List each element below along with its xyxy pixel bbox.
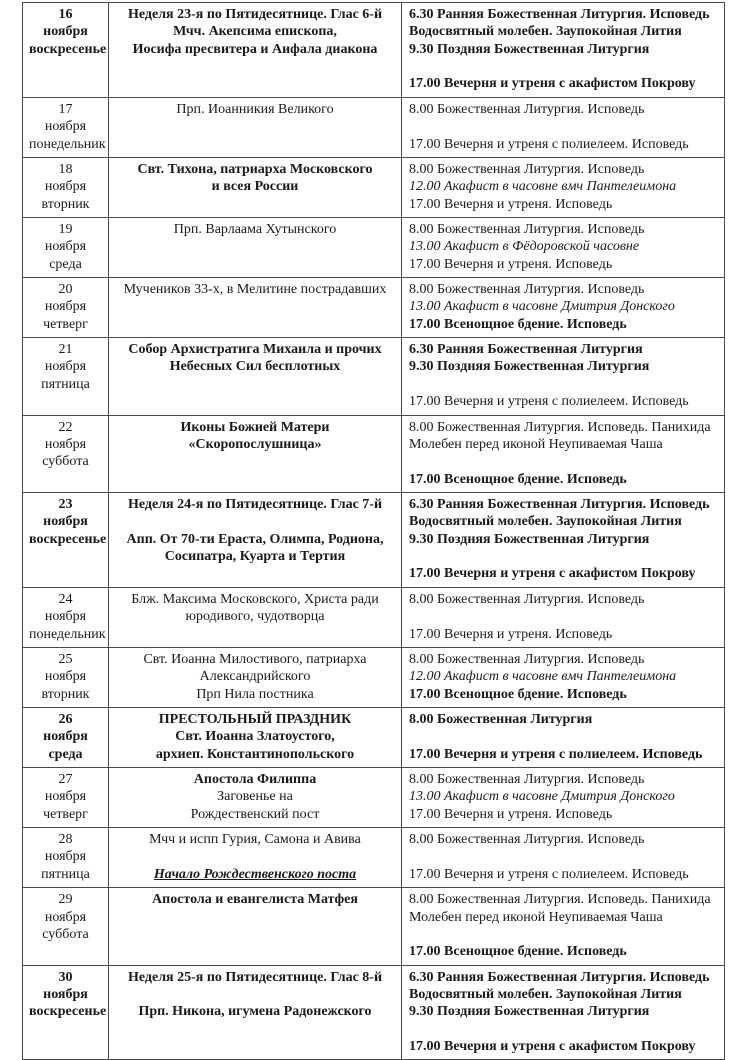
table-row: [23, 157, 725, 217]
date-month: ноября: [44, 909, 87, 925]
service-line: 17.00 Вечерня и утреня с полиелеем. Исповедь: [409, 136, 689, 152]
service-line: 12.00 Акафист в часовне вмч Пантелеимона: [409, 669, 677, 685]
feast-line: юродивого, чудотворца: [185, 609, 325, 625]
table-row: [23, 707, 725, 767]
service-line: 9.30 Поздняя Божественная Литургия: [409, 1004, 650, 1020]
date-weekday: вторник: [41, 196, 90, 212]
date-cell: [23, 97, 109, 157]
service-line: 8.00 Божественная Литургия. Исповедь: [409, 161, 645, 177]
date-cell: [23, 965, 109, 1060]
service-line: 6.30 Ранняя Божественная Литургия. Исповедь: [409, 496, 710, 512]
feast-line: архиеп. Константинопольского: [155, 746, 355, 762]
date-month: ноября: [43, 986, 88, 1002]
date-weekday: воскресенье: [29, 1004, 107, 1020]
services-cell: [402, 492, 725, 587]
date-day: 27: [58, 772, 73, 788]
feast-line: [115, 848, 395, 865]
date-cell: [23, 888, 109, 965]
services-cell: [402, 707, 725, 767]
service-line: 17.00 Всенощное бдение. Исповедь: [409, 471, 627, 487]
date-weekday: вторник: [41, 686, 90, 702]
date-month: ноября: [44, 299, 87, 315]
feast-line: «Скоропослушница»: [188, 436, 322, 452]
service-line: [409, 58, 718, 75]
service-line: 17.00 Всенощное бдение. Исповедь: [409, 686, 627, 702]
date-weekday: суббота: [42, 454, 89, 470]
service-line: 8.00 Божественная Литургия: [409, 711, 593, 727]
date-day: 26: [58, 711, 73, 727]
service-line: 8.00 Божественная Литургия. Исповедь: [409, 221, 645, 237]
table-row: [23, 278, 725, 338]
feast-line: Сосипатра, Куарта и Тертия: [164, 549, 346, 565]
table-row: [23, 217, 725, 277]
date-day: 21: [58, 342, 73, 358]
date-day: 22: [58, 419, 73, 435]
services-cell: [402, 157, 725, 217]
date-weekday: пятница: [41, 376, 90, 392]
date-weekday: пятница: [41, 866, 90, 882]
date-day: 18: [58, 161, 73, 177]
date-month: ноября: [44, 359, 87, 375]
schedule-body: [23, 3, 725, 1060]
feast-cell: [109, 338, 402, 415]
date-day: 30: [58, 969, 73, 985]
service-line: [409, 118, 718, 135]
services-cell: [402, 888, 725, 965]
date-weekday: четверг: [43, 316, 88, 332]
service-line: 12.00 Акафист в часовне вмч Пантелеимона: [409, 179, 677, 195]
feast-line: Иосифа пресвитера и Аифала диакона: [132, 41, 378, 57]
service-line: 8.00 Божественная Литургия. Исповедь: [409, 772, 645, 788]
feast-line: Неделя 23-я по Пятидесятнице. Глас 6-й: [127, 7, 383, 22]
date-day: 29: [58, 892, 73, 908]
table-row: [23, 888, 725, 965]
feast-cell: [109, 3, 402, 98]
feast-line: и всея России: [211, 179, 299, 195]
date-cell: [23, 768, 109, 828]
feast-line: Мчч. Акепсима епископа,: [173, 24, 337, 40]
service-line: 17.00 Всенощное бдение. Исповедь: [409, 944, 627, 960]
service-line: [409, 608, 718, 625]
service-line: 9.30 Поздняя Божественная Литургия: [409, 531, 650, 547]
feast-cell: [109, 492, 402, 587]
feast-cell: [109, 157, 402, 217]
date-day: 28: [58, 832, 73, 848]
service-line: 17.00 Вечерня и утреня с акафистом Покрову: [409, 566, 696, 582]
feast-line: Рождественский пост: [190, 806, 320, 822]
service-line: 13.00 Акафист в часовне Дмитрия Донского: [409, 299, 675, 315]
feast-line: Апостола и евангелиста Матфея: [152, 892, 358, 908]
service-line: 13.00 Акафист в Фёдоровской часовне: [409, 239, 640, 255]
feast-line: Прп Нила постника: [196, 686, 314, 702]
feast-cell: [109, 587, 402, 647]
date-cell: [23, 3, 109, 98]
services-cell: [402, 217, 725, 277]
feast-line: Александрийского: [199, 669, 311, 685]
date-day: 23: [58, 496, 73, 512]
date-weekday: среда: [48, 746, 83, 762]
date-weekday: четверг: [43, 806, 88, 822]
date-day: 16: [58, 7, 73, 22]
service-line: [409, 728, 718, 745]
table-row: [23, 647, 725, 707]
service-line: 9.30 Поздняя Божественная Литургия: [409, 359, 650, 375]
service-line: 17.00 Вечерня и утреня. Исповедь: [409, 196, 613, 212]
date-month: ноября: [43, 24, 88, 40]
date-month: ноября: [44, 669, 87, 685]
services-cell: [402, 3, 725, 98]
services-cell: [402, 768, 725, 828]
service-line: 8.00 Божественная Литургия. Исповедь. Панихида: [409, 892, 711, 908]
date-month: ноября: [44, 849, 87, 865]
feast-line: Апостола Филиппа: [193, 772, 317, 788]
date-weekday: среда: [49, 256, 82, 272]
feast-line: Прп. Никона, игумена Радонежского: [138, 1004, 372, 1020]
service-line: 6.30 Ранняя Божественная Литургия: [409, 342, 643, 358]
service-line: 17.00 Вечерня и утреня с полиелеем. Исповедь: [409, 746, 703, 762]
service-line: 17.00 Вечерня и утреня с полиелеем. Исповедь: [409, 394, 689, 410]
feast-line: Мчч и испп Гурия, Самона и Авива: [149, 832, 361, 848]
services-cell: [402, 965, 725, 1060]
service-line: 8.00 Божественная Литургия. Исповедь: [409, 832, 645, 848]
service-line: 17.00 Всенощное бдение. Исповедь: [409, 316, 627, 332]
services-cell: [402, 338, 725, 415]
feast-line: Мучеников 33-х, в Мелитине пострадавших: [123, 282, 387, 298]
service-line: 17.00 Вечерня и утреня с акафистом Покрову: [409, 76, 696, 92]
date-day: 19: [58, 221, 73, 237]
services-cell: [402, 587, 725, 647]
feast-line: Свт. Тихона, патриарха Московского: [137, 161, 373, 177]
date-month: ноября: [44, 239, 87, 255]
feast-line: [115, 513, 395, 530]
date-weekday: воскресенье: [29, 41, 107, 57]
service-line: Водосвятный молебен. Заупокойная Лития: [409, 24, 682, 40]
table-row: [23, 768, 725, 828]
service-line: [409, 926, 718, 943]
service-line: Водосвятный молебен. Заупокойная Лития: [409, 514, 682, 530]
feast-cell: [109, 415, 402, 492]
feast-line: Небесных Сил бесплотных: [169, 359, 341, 375]
date-weekday: суббота: [42, 926, 89, 942]
date-cell: [23, 492, 109, 587]
service-line: Молебен перед иконой Неупиваемая Чаша: [409, 909, 663, 925]
table-row: [23, 338, 725, 415]
date-cell: [23, 157, 109, 217]
date-day: 20: [58, 282, 73, 298]
feast-line: Свт. Иоанна Милостивого, патриарха: [143, 651, 367, 667]
feast-line: Неделя 25-я по Пятидесятнице. Глас 8-й: [127, 969, 383, 985]
service-line: Водосвятный молебен. Заупокойная Лития: [409, 986, 682, 1002]
date-cell: [23, 217, 109, 277]
date-day: 17: [58, 101, 73, 117]
service-line: 8.00 Божественная Литургия. Исповедь: [409, 651, 645, 667]
feast-cell: [109, 217, 402, 277]
feast-cell: [109, 828, 402, 888]
service-line: [409, 376, 718, 393]
date-month: ноября: [43, 514, 88, 530]
services-cell: [402, 415, 725, 492]
feast-line: Блж. Максима Московского, Христа ради: [131, 591, 379, 607]
table-row: [23, 828, 725, 888]
feast-cell: [109, 707, 402, 767]
services-cell: [402, 828, 725, 888]
feast-line: Собор Архистратига Михаила и прочих: [128, 342, 382, 358]
service-line: 17.00 Вечерня и утреня с акафистом Покрову: [409, 1039, 696, 1055]
feast-cell: [109, 278, 402, 338]
date-weekday: воскресенье: [29, 531, 107, 547]
feast-cell: [109, 965, 402, 1060]
service-line: Молебен перед иконой Неупиваемая Чаша: [409, 436, 663, 452]
date-day: 24: [58, 591, 73, 607]
service-line: 6.30 Ранняя Божественная Литургия. Исповедь: [409, 969, 710, 985]
date-month: ноября: [44, 789, 87, 805]
table-row: [23, 492, 725, 587]
service-line: 17.00 Вечерня и утреня. Исповедь: [409, 806, 613, 822]
services-cell: [402, 97, 725, 157]
service-line: [409, 548, 718, 565]
feast-cell: [109, 888, 402, 965]
date-month: ноября: [44, 609, 87, 625]
table-row: [23, 415, 725, 492]
table-row: [23, 3, 725, 98]
date-weekday: понедельник: [29, 626, 106, 642]
table-row: [23, 965, 725, 1060]
date-cell: [23, 587, 109, 647]
feast-line: ПРЕСТОЛЬНЫЙ ПРАЗДНИК: [158, 711, 352, 727]
date-month: ноября: [44, 119, 87, 135]
feast-line: [115, 986, 395, 1003]
feast-cell: [109, 97, 402, 157]
date-month: ноября: [44, 436, 87, 452]
date-cell: [23, 707, 109, 767]
services-cell: [402, 278, 725, 338]
date-cell: [23, 828, 109, 888]
service-line: 17.00 Вечерня и утреня. Исповедь: [409, 626, 613, 642]
feast-line: Иконы Божией Матери: [180, 419, 330, 435]
date-cell: [23, 338, 109, 415]
service-line: 9.30 Поздняя Божественная Литургия: [409, 41, 650, 57]
service-line: 8.00 Божественная Литургия. Исповедь. Панихида: [409, 419, 711, 435]
service-line: 8.00 Божественная Литургия. Исповедь: [409, 282, 645, 298]
service-line: 17.00 Вечерня и утреня. Исповедь: [409, 256, 613, 272]
feast-line: Прп. Иоанникия Великого: [176, 101, 334, 117]
table-row: [23, 587, 725, 647]
feast-line: Заговенье на: [217, 789, 293, 805]
service-line: [409, 453, 718, 470]
service-line: 13.00 Акафист в часовне Дмитрия Донского: [409, 789, 675, 805]
date-cell: [23, 415, 109, 492]
date-cell: [23, 278, 109, 338]
service-line: 6.30 Ранняя Божественная Литургия. Исповедь: [409, 7, 710, 22]
feast-cell: [109, 768, 402, 828]
feast-cell: [109, 647, 402, 707]
date-month: ноября: [44, 179, 87, 195]
feast-line: Начало Рождественского поста: [153, 866, 357, 882]
feast-line: Неделя 24-я по Пятидесятнице. Глас 7-й: [127, 496, 383, 512]
date-weekday: понедельник: [29, 136, 106, 152]
service-line: [409, 1021, 718, 1038]
service-line: 8.00 Божественная Литургия. Исповедь: [409, 101, 645, 117]
feast-line: Свт. Иоанна Златоустого,: [175, 729, 335, 745]
date-month: ноября: [43, 729, 88, 745]
date-cell: [23, 647, 109, 707]
table-row: [23, 97, 725, 157]
schedule-table: [22, 2, 725, 1060]
date-day: 25: [58, 651, 73, 667]
service-line: 8.00 Божественная Литургия. Исповедь: [409, 591, 645, 607]
feast-line: Прп. Варлаама Хутынского: [173, 221, 337, 237]
services-cell: [402, 647, 725, 707]
service-line: 17.00 Вечерня и утреня с полиелеем. Исповедь: [409, 866, 689, 882]
feast-line: Апп. От 70-ти Ераста, Олимпа, Родиона,: [126, 531, 384, 547]
service-line: [409, 848, 718, 865]
